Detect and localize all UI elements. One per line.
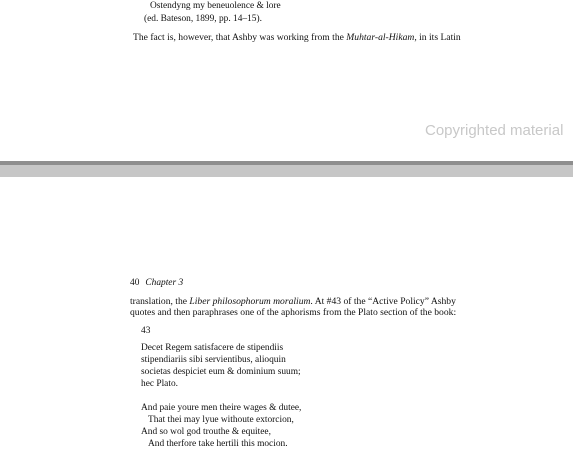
citation: (ed. Bateson, 1899, pp. 14–15). (144, 14, 262, 24)
body-paragraph: quotes and then paraphrases one of the aphorisms from the Plato section of the book: (130, 307, 457, 318)
body-paragraph (133, 32, 461, 44)
paragraph-text: , in its Latin (414, 32, 461, 43)
running-header (130, 278, 183, 288)
page-separator (0, 161, 573, 177)
english-verse-line: And paie youre men theire wages & dutee, (141, 403, 302, 413)
paragraph-text: translation, the (130, 296, 190, 307)
separator-shadow (0, 161, 573, 165)
paragraph-text: The fact is, however, that Ashby was working from the (133, 32, 347, 43)
work-title: Liber philosophorum moralium (189, 296, 311, 307)
english-verse-line: And so wol god trouthe & equitee, (141, 427, 271, 437)
copyright-watermark: Copyrighted material (425, 122, 564, 139)
latin-verse-line: Decet Regem satisfacere de stipendiis (141, 343, 284, 353)
english-verse-line: And therfore take hertili this mocion. (148, 439, 288, 449)
work-title: Muhtar-al-Hikam (346, 32, 415, 43)
document-page-top (0, 0, 573, 161)
latin-verse-line: stipendiariis sibi servientibus, alioquin (141, 355, 286, 365)
verse-line: Ostendyng my beneuolence & lore (150, 1, 281, 11)
chapter-title: Chapter 3 (145, 278, 184, 288)
latin-verse-line: hec Plato. (141, 379, 178, 389)
document-page-bottom (0, 177, 573, 454)
stanza-number: 43 (141, 326, 151, 336)
paragraph-text: . At #43 of the “Active Policy” Ashby (310, 296, 456, 307)
latin-verse-line: societas despiciet eum & dominium suum; (141, 367, 301, 377)
english-verse-line: That thei may lyue withoute extorcion, (148, 415, 294, 425)
page-number: 40 (130, 278, 140, 288)
